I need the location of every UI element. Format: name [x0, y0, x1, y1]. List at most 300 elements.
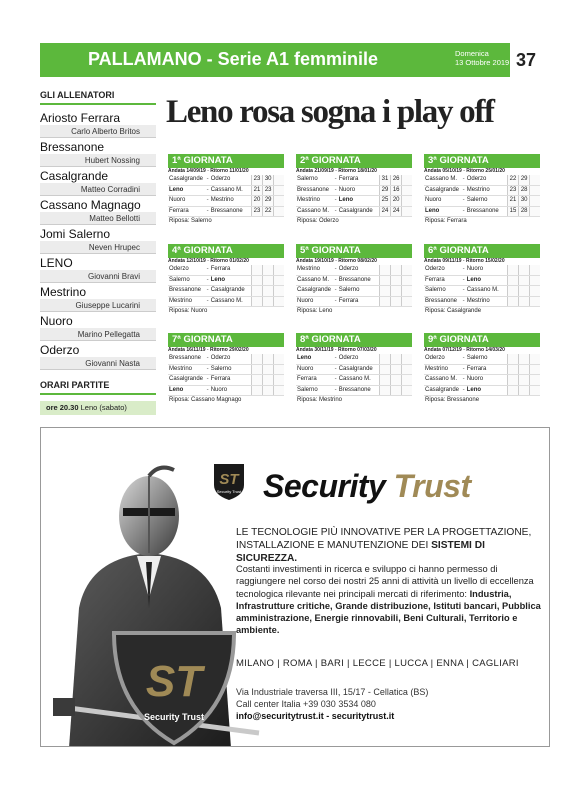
- match-separator: -: [205, 185, 211, 196]
- round-ritorno: Ritorno 15/02/20: [465, 258, 505, 264]
- return-score-box: [530, 275, 540, 286]
- issue-day: Domenica: [455, 49, 489, 58]
- away-score: [391, 354, 402, 364]
- return-score-box: [402, 275, 412, 286]
- return-score-box: [530, 286, 540, 297]
- match-separator: -: [333, 175, 339, 185]
- return-score-box: [274, 275, 284, 286]
- home-team: Salerno: [424, 286, 461, 297]
- round-title: 1ª GIORNATA: [168, 154, 284, 168]
- round-rest-team: Riposa: Oderzo: [297, 218, 339, 224]
- match-row: [424, 296, 540, 307]
- round-card: [168, 154, 284, 226]
- home-team: Mestrino: [424, 364, 461, 375]
- coach-team: LENO: [40, 256, 73, 270]
- away-team: Ferrara: [467, 364, 508, 375]
- return-score-box: [402, 296, 412, 307]
- away-score: [519, 375, 530, 386]
- ad-cities: MILANO | ROMA | BARI | LECCE | LUCCA | ENNA | CAGLIARI: [236, 658, 519, 669]
- away-score: [391, 296, 402, 307]
- round-ritorno: Ritorno 11/01/20: [210, 168, 249, 174]
- knight-illustration: [49, 458, 264, 747]
- matches-table: [424, 354, 540, 396]
- coach-team: Bressanone: [40, 140, 105, 154]
- away-score: 29: [263, 196, 274, 207]
- match-separator: -: [205, 275, 211, 286]
- match-separator: -: [461, 265, 467, 275]
- home-team: Leno: [168, 185, 205, 196]
- match-row: [168, 185, 284, 196]
- knight-plume: [149, 468, 174, 476]
- round-title: 8ª GIORNATA: [296, 333, 412, 347]
- match-row: [168, 385, 284, 396]
- home-score: 29: [379, 185, 390, 196]
- home-score: [251, 296, 262, 307]
- home-score: [251, 375, 262, 386]
- away-team: Ferrara: [211, 265, 252, 275]
- home-score: [507, 286, 518, 297]
- return-score-box: [402, 286, 412, 297]
- ad-phone: Call center Italia +39 030 3534 080: [236, 699, 376, 709]
- match-separator: -: [205, 286, 211, 297]
- round-ritorno: Ritorno 08/02/20: [338, 258, 377, 264]
- return-score-box: [530, 354, 540, 364]
- away-team: Casalgrande: [339, 364, 380, 375]
- home-team: Leno: [168, 385, 205, 396]
- advertisement: [40, 427, 550, 747]
- away-team: Nuoro: [211, 385, 252, 396]
- away-score: 26: [391, 175, 402, 185]
- round-andata: Andata 19/10/19: [296, 258, 334, 264]
- ad-contacts: [236, 686, 428, 722]
- home-team: Leno: [296, 354, 333, 364]
- away-team: Cassano M.: [467, 286, 508, 297]
- away-score: 23: [263, 185, 274, 196]
- match-separator: -: [333, 286, 339, 297]
- away-team: Bressanone: [339, 275, 380, 286]
- away-score: [263, 296, 274, 307]
- home-team: Oderzo: [424, 354, 461, 364]
- away-score: [263, 286, 274, 297]
- match-row: [296, 364, 412, 375]
- round-dates: Andata 12/10/19 - Ritorno 01/02/20: [168, 258, 249, 264]
- coach-team: Cassano Magnago: [40, 198, 141, 212]
- home-team: Mestrino: [296, 196, 333, 207]
- home-team: Casalgrande: [296, 286, 333, 297]
- match-row: [424, 185, 540, 196]
- away-score: [263, 385, 274, 396]
- match-row: [424, 175, 540, 185]
- match-separator: -: [333, 385, 339, 396]
- return-score-box: [402, 196, 412, 207]
- ad-web: info@securitytrust.it - securitytrust.it: [236, 711, 395, 721]
- match-row: [296, 196, 412, 207]
- round-andata: Andata 12/10/19: [168, 258, 206, 264]
- home-score: 24: [379, 206, 390, 217]
- coach-name: Giovanni Nasta: [40, 357, 156, 370]
- away-team: Nuoro: [339, 185, 380, 196]
- match-separator: -: [461, 275, 467, 286]
- home-team: Ferrara: [296, 375, 333, 386]
- home-score: [507, 364, 518, 375]
- match-separator: -: [333, 375, 339, 386]
- matches-table: [424, 265, 540, 307]
- away-score: [519, 354, 530, 364]
- return-score-box: [402, 364, 412, 375]
- match-row: [296, 175, 412, 185]
- article-headline: Leno rosa sogna i play off: [166, 94, 494, 130]
- match-separator: -: [205, 364, 211, 375]
- match-separator: -: [461, 185, 467, 196]
- brand-part1: Security: [263, 468, 386, 504]
- return-score-box: [530, 296, 540, 307]
- round-ritorno: Ritorno 14/03/20: [466, 347, 505, 353]
- round-andata: Andata 09/11/19: [424, 258, 462, 264]
- round-ritorno: Ritorno 01/02/20: [210, 258, 249, 264]
- round-card: [168, 333, 284, 405]
- coach-name: Matteo Corradini: [40, 183, 156, 196]
- away-score: 24: [391, 206, 402, 217]
- away-score: [519, 265, 530, 275]
- match-row: [296, 265, 412, 275]
- away-team: Salerno: [339, 286, 380, 297]
- away-score: [263, 275, 274, 286]
- shield-letters: ST: [145, 657, 203, 706]
- round-title: 6ª GIORNATA: [424, 244, 540, 258]
- match-row: [424, 286, 540, 297]
- match-separator: -: [333, 265, 339, 275]
- match-separator: -: [461, 375, 467, 386]
- match-row: [296, 286, 412, 297]
- home-score: [379, 296, 390, 307]
- away-score: 30: [519, 196, 530, 207]
- coach-team: Jomi Salerno: [40, 227, 111, 241]
- away-team: Leno: [467, 275, 508, 286]
- match-row: [168, 206, 284, 217]
- round-rest-team: Riposa: Casalgrande: [425, 308, 482, 314]
- away-team: Salerno: [211, 364, 252, 375]
- home-score: [507, 354, 518, 364]
- match-separator: -: [205, 375, 211, 386]
- tagline-bold: SISTEMI DI SICUREZZA.: [236, 540, 485, 564]
- coach-list: [40, 111, 156, 370]
- home-score: 23: [251, 206, 262, 217]
- orari-time: ore 20.30: [46, 403, 79, 412]
- return-score-box: [402, 185, 412, 196]
- return-score-box: [402, 354, 412, 364]
- coach-team: Nuoro: [40, 314, 73, 328]
- round-dates: Andata 16/11/19 - Ritorno 29/02/20: [168, 347, 249, 353]
- match-row: [296, 296, 412, 307]
- away-team: Oderzo: [211, 354, 252, 364]
- away-score: [263, 364, 274, 375]
- return-score-box: [402, 206, 412, 217]
- ad-address: Via Industriale traversa III, 15/17 - Cellatica (BS): [236, 687, 429, 697]
- brand-part2: Trust: [393, 468, 471, 504]
- away-team: Salerno: [467, 354, 508, 364]
- home-team: Nuoro: [168, 196, 205, 207]
- home-team: Salerno: [168, 275, 205, 286]
- home-score: [507, 275, 518, 286]
- away-score: [519, 364, 530, 375]
- round-card: [424, 333, 540, 405]
- matches-table: [168, 354, 284, 396]
- coach-team: Oderzo: [40, 343, 80, 357]
- match-row: [168, 375, 284, 386]
- orari-text: Leno (sabato): [80, 403, 127, 412]
- match-separator: -: [205, 296, 211, 307]
- home-team: Bressanone: [168, 286, 205, 297]
- home-score: [379, 354, 390, 364]
- away-team: Ferrara: [339, 296, 380, 307]
- away-team: Nuoro: [467, 375, 508, 386]
- round-title: 9ª GIORNATA: [424, 333, 540, 347]
- away-score: [263, 265, 274, 275]
- round-dates: Andata 05/10/19 - Ritorno 25/01/20: [424, 168, 505, 174]
- home-team: Casalgrande: [424, 385, 461, 396]
- home-team: Oderzo: [168, 265, 205, 275]
- home-team: Casalgrande: [168, 175, 205, 185]
- home-team: Nuoro: [296, 364, 333, 375]
- body-bold: Industria, Infrastrutture critiche, Grande distribuzione, Istituti bancari, Pubblica amministrazione, Energie rinnovabili, Beni Culturali, Territorio e ambiente.: [236, 588, 541, 636]
- away-team: Bressanone: [211, 206, 252, 217]
- return-score-box: [530, 175, 540, 185]
- away-team: Salerno: [467, 196, 508, 207]
- page-number: 37: [510, 43, 542, 77]
- section-title: PALLAMANO - Serie A1 femminile: [88, 49, 379, 69]
- match-row: [296, 354, 412, 364]
- round-title: 3ª GIORNATA: [424, 154, 540, 168]
- round-rest-team: Riposa: Nuoro: [169, 308, 208, 314]
- match-separator: -: [333, 206, 339, 217]
- match-separator: -: [205, 385, 211, 396]
- round-andata: Andata 21/09/19: [296, 168, 334, 174]
- home-team: Oderzo: [424, 265, 461, 275]
- home-score: [379, 275, 390, 286]
- round-dates: Andata 14/09/19 - Ritorno 11/01/20: [168, 168, 249, 174]
- away-team: Oderzo: [467, 175, 508, 185]
- match-row: [168, 364, 284, 375]
- home-score: 25: [379, 196, 390, 207]
- match-separator: -: [205, 354, 211, 364]
- match-separator: -: [205, 196, 211, 207]
- orari-heading: ORARI PARTITE: [40, 380, 156, 395]
- away-score: [519, 296, 530, 307]
- away-score: 28: [519, 185, 530, 196]
- home-score: 22: [507, 175, 518, 185]
- home-team: Bressanone: [296, 185, 333, 196]
- return-score-box: [274, 196, 284, 207]
- away-score: [391, 375, 402, 386]
- away-score: [391, 275, 402, 286]
- home-team: Cassano M.: [424, 175, 461, 185]
- match-separator: -: [333, 275, 339, 286]
- return-score-box: [530, 185, 540, 196]
- round-rest-team: Riposa: Cassano Magnago: [169, 397, 242, 403]
- home-team: Nuoro: [424, 196, 461, 207]
- round-andata: Andata 30/11/19: [296, 347, 334, 353]
- home-team: Cassano M.: [296, 206, 333, 217]
- round-card: [296, 154, 412, 226]
- home-team: Nuoro: [296, 296, 333, 307]
- home-score: [379, 375, 390, 386]
- match-separator: -: [461, 354, 467, 364]
- round-card: [296, 244, 412, 316]
- shield-caption: Security Trust: [143, 712, 205, 722]
- match-row: [296, 185, 412, 196]
- away-score: 22: [263, 206, 274, 217]
- match-row: [296, 385, 412, 396]
- away-team: Bressanone: [339, 385, 380, 396]
- away-score: 29: [519, 175, 530, 185]
- return-score-box: [530, 265, 540, 275]
- logo-badge-icon: [211, 461, 247, 501]
- coach-name: Giuseppe Lucarini: [40, 299, 156, 312]
- brand-logo: [263, 468, 471, 505]
- return-score-box: [274, 286, 284, 297]
- match-separator: -: [333, 196, 339, 207]
- match-row: [424, 354, 540, 364]
- home-score: [251, 265, 262, 275]
- home-team: Mestrino: [168, 296, 205, 307]
- round-rest-team: Riposa: Ferrara: [425, 218, 467, 224]
- round-title: 7ª GIORNATA: [168, 333, 284, 347]
- match-row: [168, 175, 284, 185]
- match-row: [424, 364, 540, 375]
- match-row: [424, 375, 540, 386]
- away-team: Mestrino: [211, 196, 252, 207]
- match-row: [424, 265, 540, 275]
- round-card: [296, 333, 412, 405]
- home-team: Mestrino: [296, 265, 333, 275]
- away-score: [391, 265, 402, 275]
- home-score: [251, 364, 262, 375]
- match-separator: -: [461, 364, 467, 375]
- issue-full-date: 13 Ottobre 2019: [455, 58, 510, 67]
- match-separator: -: [205, 175, 211, 185]
- match-separator: -: [333, 354, 339, 364]
- home-score: [379, 385, 390, 396]
- match-separator: -: [205, 206, 211, 217]
- home-team: Ferrara: [168, 206, 205, 217]
- match-separator: -: [333, 185, 339, 196]
- home-score: [251, 354, 262, 364]
- round-ritorno: Ritorno 29/02/20: [209, 347, 249, 353]
- round-rest-team: Riposa: Mestrino: [297, 397, 343, 403]
- coach-name: Hubert Nossing: [40, 154, 156, 167]
- home-team: Salerno: [296, 175, 333, 185]
- sidebar: [40, 90, 156, 415]
- match-separator: -: [461, 286, 467, 297]
- coach-name: Carlo Alberto Britos: [40, 125, 156, 138]
- round-ritorno: Ritorno 07/03/20: [337, 347, 377, 353]
- round-dates: Andata 09/11/19 - Ritorno 15/02/20: [424, 258, 505, 264]
- home-score: 21: [507, 196, 518, 207]
- away-score: [263, 375, 274, 386]
- svg-text:Security Trust: Security Trust: [216, 489, 242, 494]
- matches-table: [296, 354, 412, 396]
- match-row: [424, 206, 540, 217]
- home-score: [379, 265, 390, 275]
- home-score: [251, 385, 262, 396]
- match-row: [168, 275, 284, 286]
- away-score: 28: [519, 206, 530, 217]
- away-score: [519, 275, 530, 286]
- return-score-box: [274, 175, 284, 185]
- svg-text:ST: ST: [219, 471, 239, 488]
- away-team: Casalgrande: [211, 286, 252, 297]
- round-andata: Andata 14/09/19: [168, 168, 206, 174]
- home-team: Cassano M.: [424, 375, 461, 386]
- round-title: 5ª GIORNATA: [296, 244, 412, 258]
- home-team: Mestrino: [168, 364, 205, 375]
- away-score: [519, 385, 530, 396]
- matches-table: [296, 265, 412, 307]
- coach-name: Marino Pellegatta: [40, 328, 156, 341]
- round-ritorno: Ritorno 25/01/20: [466, 168, 505, 174]
- home-team: Casalgrande: [168, 375, 205, 386]
- home-score: 23: [251, 175, 262, 185]
- return-score-box: [274, 265, 284, 275]
- home-team: Salerno: [296, 385, 333, 396]
- return-score-box: [402, 375, 412, 386]
- away-score: [391, 364, 402, 375]
- return-score-box: [530, 385, 540, 396]
- away-team: Cassano M.: [211, 296, 252, 307]
- coach-team: Ariosto Ferrara: [40, 111, 121, 125]
- match-row: [424, 275, 540, 286]
- coach-name: Neven Hrupec: [40, 241, 156, 254]
- round-dates: Andata 30/11/19 - Ritorno 07/03/20: [296, 347, 377, 353]
- home-score: [507, 385, 518, 396]
- match-row: [168, 265, 284, 275]
- away-score: 30: [263, 175, 274, 185]
- round-rest-team: Riposa: Leno: [297, 308, 333, 314]
- match-separator: -: [461, 206, 467, 217]
- home-score: [251, 275, 262, 286]
- home-score: 23: [507, 185, 518, 196]
- round-card: [424, 154, 540, 226]
- match-row: [168, 286, 284, 297]
- home-team: Leno: [424, 206, 461, 217]
- match-separator: -: [461, 196, 467, 207]
- match-separator: -: [205, 265, 211, 275]
- home-team: Casalgrande: [424, 185, 461, 196]
- coach-team: Mestrino: [40, 285, 87, 299]
- home-score: [251, 286, 262, 297]
- match-row: [424, 196, 540, 207]
- section-header: [40, 43, 542, 77]
- return-score-box: [530, 206, 540, 217]
- away-score: 20: [391, 196, 402, 207]
- away-team: Leno: [339, 196, 380, 207]
- home-score: [507, 296, 518, 307]
- match-row: [424, 385, 540, 396]
- tagline-line2: INSTALLAZIONE E MANUTENZIONE DEI SISTEMI DI SICUREZZA.: [236, 540, 485, 564]
- return-score-box: [274, 385, 284, 396]
- home-team: Bressanone: [168, 354, 205, 364]
- away-team: Cassano M.: [211, 185, 252, 196]
- match-separator: -: [461, 296, 467, 307]
- coach-name: Matteo Bellotti: [40, 212, 156, 225]
- round-andata: Andata 07/12/19: [424, 347, 462, 353]
- matches-table: [168, 265, 284, 307]
- matches-table: [296, 175, 412, 217]
- away-team: Leno: [467, 385, 508, 396]
- away-team: Oderzo: [339, 354, 380, 364]
- return-score-box: [274, 185, 284, 196]
- home-team: Bressanone: [424, 296, 461, 307]
